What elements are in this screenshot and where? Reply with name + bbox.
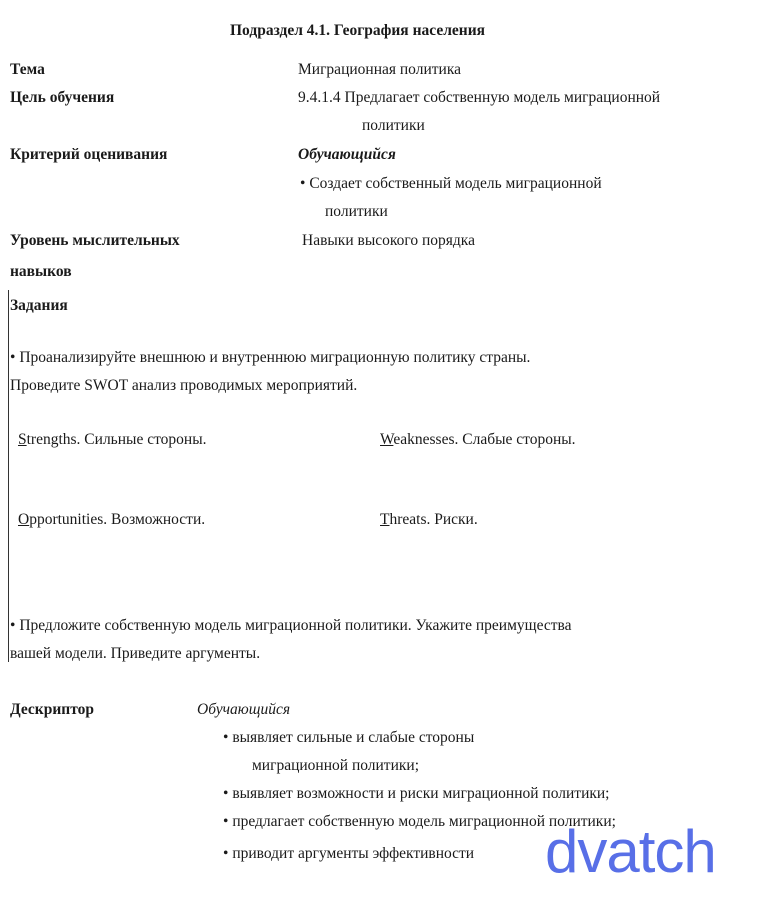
task-2-text: Предложите собственную модель миграционной политики. Укажите преимущества	[19, 617, 572, 634]
bullet-icon: •	[10, 617, 16, 634]
swot-threats: Threats. Риски.	[380, 511, 478, 528]
learning-goal-label: Цель обучения	[10, 89, 115, 106]
bullet-icon: •	[300, 175, 306, 192]
thinking-level-value: Навыки высокого порядка	[302, 232, 475, 249]
bullet-icon: •	[223, 729, 229, 746]
thinking-level-label: Уровень мыслительных	[10, 232, 180, 249]
learning-goal-value-cont: политики	[362, 117, 425, 134]
descriptor-item-1	[223, 729, 474, 747]
criterion-bullet-text-cont: политики	[325, 203, 388, 220]
descriptor-item-3-text: предлагает собственную модель миграционной политики;	[232, 813, 616, 830]
topic-label: Тема	[10, 61, 45, 78]
task-1-text: Проанализируйте внешнюю и внутреннюю миграционную политику страны.	[19, 349, 531, 366]
descriptor-label: Дескриптор	[10, 701, 94, 718]
topic-value: Миграционная политика	[298, 61, 461, 78]
swot-weaknesses: Weaknesses. Слабые стороны.	[380, 431, 576, 448]
watermark-logo: dvatch	[545, 818, 716, 885]
descriptor-item-1-text: выявляет сильные и слабые стороны	[232, 729, 475, 746]
descriptor-learner-heading: Обучающийся	[197, 701, 291, 718]
bullet-icon: •	[223, 813, 229, 830]
task-2-line-2: вашей модели. Приведите аргументы.	[10, 645, 261, 662]
criterion-learner-heading: Обучающийся	[298, 146, 396, 163]
bullet-icon: •	[223, 785, 229, 802]
bullet-icon: •	[223, 845, 229, 862]
criterion-bullet-text: Создает собственный модель миграционной	[309, 175, 602, 192]
task-1-line-2: Проведите SWOT анализ проводимых мероприятий.	[10, 377, 358, 394]
descriptor-item-2	[223, 785, 610, 803]
descriptor-item-2-text: выявляет возможности и риски миграционной политики;	[232, 785, 610, 802]
descriptor-item-1-cont: миграционной политики;	[252, 757, 420, 774]
assessment-criterion-label: Критерий оценивания	[10, 146, 168, 163]
learning-goal-value: 9.4.1.4 Предлагает собственную модель миграционной	[298, 89, 661, 106]
section-title: Подраздел 4.1. География населения	[230, 22, 486, 39]
tasks-left-border	[8, 290, 9, 662]
thinking-level-label-cont: навыков	[10, 263, 72, 280]
bullet-icon: •	[10, 349, 16, 366]
task-1-line-1	[10, 349, 530, 367]
swot-strengths: Strengths. Сильные стороны.	[18, 431, 207, 448]
tasks-label: Задания	[10, 297, 68, 314]
descriptor-item-4	[223, 845, 474, 863]
task-2-line-1	[10, 617, 571, 635]
descriptor-item-4-text: приводит аргументы эффективности	[232, 845, 475, 862]
criterion-bullet-item	[300, 175, 602, 193]
swot-opportunities: Opportunities. Возможности.	[18, 511, 206, 528]
